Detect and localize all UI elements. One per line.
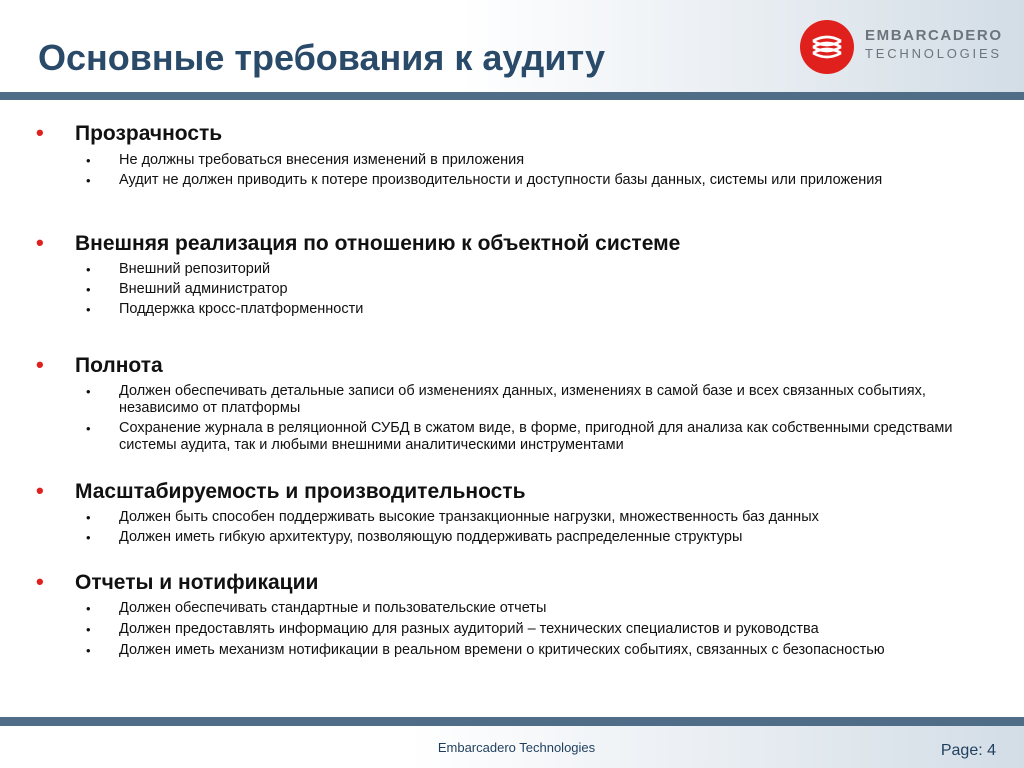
sub-bullet-text: Должен быть способен поддерживать высокие транзакционные нагрузки, множественность баз данных <box>119 509 819 525</box>
sub-bullet-text: Не должны требоваться внесения изменений в приложения <box>119 152 525 168</box>
section-heading: Внешняя реализация по отношению к объектной системе <box>75 232 681 255</box>
sub-bullet-icon: • <box>86 282 91 297</box>
sub-bullet-text: Внешний администратор <box>119 281 288 297</box>
header-divider <box>0 92 1024 100</box>
sub-bullet-icon: • <box>86 421 91 436</box>
sub-bullet-text: Должен предоставлять информацию для разных аудиторий – технических специалистов и руководства <box>119 621 819 637</box>
slide-content <box>0 100 1024 714</box>
sub-bullet-icon: • <box>86 384 91 399</box>
sub-bullet-text: Аудит не должен приводить к потере производительности и доступности базы данных, системы или приложения <box>119 172 883 188</box>
bullet-icon: • <box>36 230 44 255</box>
sub-bullet-icon: • <box>86 173 91 188</box>
sub-bullet-text: Должен иметь гибкую архитектуру, позволяющую поддерживать распределенные структуры <box>119 529 743 545</box>
bullet-icon: • <box>36 120 44 145</box>
sub-bullet-text: Внешний репозиторий <box>119 261 271 277</box>
sub-bullet-text: Должен обеспечивать стандартные и пользовательские отчеты <box>119 600 547 616</box>
sub-bullet-icon: • <box>86 530 91 545</box>
slide-title: Основные требования к аудиту <box>38 37 606 78</box>
sub-bullet-text: Поддержка кросс-платформенности <box>119 301 364 317</box>
page-number: Page: 4 <box>940 742 996 759</box>
sub-bullet-icon: • <box>86 643 91 658</box>
logo-line-1: EMBARCADERO <box>865 27 1003 44</box>
logo-wordmark <box>865 27 1003 62</box>
embarcadero-logo <box>799 19 1009 75</box>
section-heading: Полнота <box>75 354 163 377</box>
sub-bullet-text: Должен иметь механизм нотификации в реальном времени о критических событиях, связанных с безопасностью <box>119 642 885 658</box>
footer-divider <box>0 717 1024 726</box>
sub-bullet-icon: • <box>86 302 91 317</box>
slide-header <box>0 0 1024 92</box>
sub-bullet-icon: • <box>86 262 91 277</box>
sub-bullet-text: Сохранение журнала в реляционной СУБД в сжатом виде, в форме, пригодной для анализа как собственными средствами системы аудита, так и любыми внешними аналитическими инструментами <box>119 420 953 453</box>
logo-line-2: TECHNOLOGIES <box>865 46 1002 61</box>
section-heading: Прозрачность <box>75 122 223 145</box>
bullet-icon: • <box>36 478 44 503</box>
embarcadero-database-icon <box>799 19 855 75</box>
footer-company: Embarcadero Technologies <box>437 740 596 755</box>
section-heading: Масштабируемость и производительность <box>75 480 526 503</box>
slide-footer <box>0 726 1024 768</box>
sub-bullet-text: Должен обеспечивать детальные записи об изменениях данных, изменениях в самой базе и всех связанных событиях, независимо от платформы <box>119 383 926 416</box>
sub-bullet-icon: • <box>86 153 91 168</box>
sub-bullet-icon: • <box>86 510 91 525</box>
section-heading: Отчеты и нотификации <box>75 571 319 594</box>
sub-bullet-icon: • <box>86 622 91 637</box>
sub-bullet-icon: • <box>86 601 91 616</box>
bullet-icon: • <box>36 569 44 594</box>
bullet-icon: • <box>36 352 44 377</box>
